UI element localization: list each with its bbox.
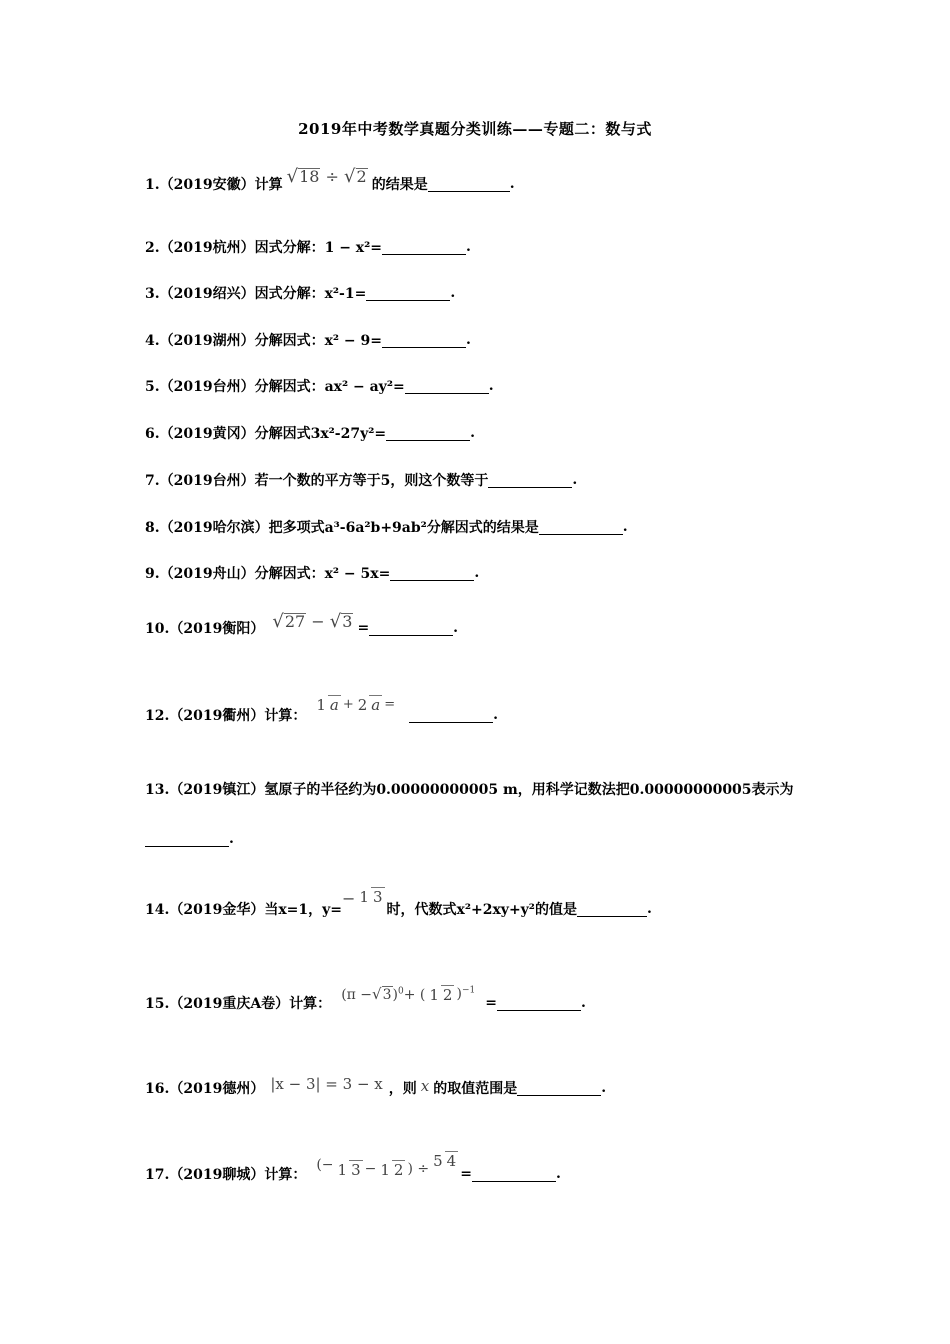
period: . (466, 239, 471, 255)
period: . (466, 332, 471, 348)
fraction: 5 4 (433, 1151, 457, 1170)
answer-blank[interactable] (369, 621, 453, 636)
question-6 (145, 423, 475, 443)
question-17 (145, 1136, 561, 1184)
period: . (470, 425, 475, 441)
question-text: 13.（2019镇江）氢原子的半径约为0.00000000005 m，用科学记数法把0.00000000005表示为 (145, 782, 794, 798)
math-variable: x (420, 1077, 430, 1095)
math-expression: $(\pi -√3)^0+$ ( (341, 985, 426, 1003)
question-text: 8.（2019哈尔滨）把多项式a³-6a²b+9ab²分解因式的结果是 (145, 520, 539, 536)
answer-blank[interactable] (409, 708, 493, 723)
math-expression: √18 ÷ √2 (286, 165, 367, 187)
period: . (572, 472, 578, 488)
question-14 (145, 873, 652, 919)
answer-blank[interactable] (488, 473, 572, 488)
question-16 (145, 1070, 606, 1098)
question-text: 10.（2019衡阳） (145, 621, 265, 637)
period: . (646, 901, 652, 917)
question-text: 1.（2019安徽）计算 (145, 177, 283, 193)
answer-blank[interactable] (382, 333, 466, 348)
question-text: 6.（2019黄冈）分解因式3x²-27y²= (145, 426, 387, 442)
math-symbol: ) ÷ (407, 1161, 430, 1177)
period: . (509, 176, 515, 192)
question-text: 17.（2019聊城）计算： (145, 1167, 307, 1183)
minus-sign: − (342, 888, 356, 908)
question-13 (145, 779, 794, 799)
question-text: 15.（2019重庆A卷）计算： (145, 996, 332, 1012)
period: . (601, 1080, 607, 1096)
question-text: 2.（2019杭州）因式分解：1 − x²= (145, 240, 383, 256)
answer-blank[interactable] (428, 177, 510, 192)
math-expression: |x − 3| = 3 − x (270, 1075, 383, 1093)
answer-blank[interactable] (405, 379, 489, 394)
period: . (580, 995, 586, 1011)
period: . (474, 565, 480, 581)
fraction: 1 a (316, 695, 339, 714)
math-expression: √27 − √3 (272, 610, 353, 632)
question-10 (145, 610, 459, 638)
period: . (453, 620, 459, 636)
answer-blank[interactable] (517, 1081, 601, 1096)
period: . (450, 285, 456, 301)
question-text: 的取值范围是 (433, 1081, 518, 1097)
question-1 (145, 165, 515, 194)
equals-sign: = (460, 1166, 472, 1182)
question-4 (145, 330, 471, 350)
plus-sign: + (342, 696, 354, 712)
fraction: 1 3 (337, 1160, 361, 1179)
answer-blank[interactable] (497, 996, 581, 1011)
question-15 (145, 975, 586, 1013)
answer-blank[interactable] (386, 426, 470, 441)
equals-sign: = (485, 995, 497, 1011)
period: . (488, 378, 494, 394)
question-text: 3.（2019绍兴）因式分解：x²-1= (145, 286, 367, 302)
answer-blank[interactable] (539, 520, 623, 535)
period: . (555, 1166, 561, 1182)
answer-blank[interactable] (145, 832, 229, 847)
answer-blank[interactable] (577, 902, 647, 917)
minus-sign: − (364, 1161, 377, 1177)
question-5 (145, 376, 494, 396)
question-2 (145, 237, 471, 257)
question-7 (145, 470, 577, 490)
question-text: = (357, 620, 370, 636)
fraction: 1 2 (380, 1160, 404, 1179)
fraction: 1 2 (429, 985, 453, 1004)
equals-sign: = (384, 696, 396, 712)
question-text: 14.（2019金华）当x=1，y= (145, 902, 343, 918)
answer-blank[interactable] (366, 286, 450, 301)
page-title: 2019年中考数学真题分类训练——专题二：数与式 (298, 120, 652, 138)
question-text: ，则 (388, 1081, 417, 1097)
question-text: 的结果是 (371, 177, 428, 193)
question-13-answer-line (145, 831, 234, 847)
question-12 (145, 683, 498, 725)
question-text: 16.（2019德州） (145, 1081, 265, 1097)
question-text: 12.（2019衢州）计算： (145, 708, 307, 724)
period: . (229, 831, 234, 847)
question-9 (145, 563, 479, 583)
question-text: 9.（2019舟山）分解因式：x² − 5x= (145, 566, 391, 582)
math-symbol: (− (316, 1157, 334, 1173)
answer-blank[interactable] (472, 1167, 556, 1182)
fraction: 2 a (357, 695, 381, 714)
question-3 (145, 283, 455, 303)
question-8 (145, 517, 628, 537)
question-text: 7.（2019台州）若一个数的平方等于5，则这个数等于 (145, 473, 489, 489)
question-text: 时，代数式x²+2xy+y²的值是 (386, 902, 577, 918)
math-expression: )$^{-1}$ (456, 985, 476, 1002)
answer-blank[interactable] (382, 240, 466, 255)
period: . (622, 519, 628, 535)
period: . (493, 707, 499, 723)
question-text: 5.（2019台州）分解因式：ax² − ay²= (145, 379, 405, 395)
question-text: 4.（2019湖州）分解因式：x² − 9= (145, 333, 383, 349)
answer-blank[interactable] (390, 566, 474, 581)
fraction: 1 3 (359, 887, 383, 906)
